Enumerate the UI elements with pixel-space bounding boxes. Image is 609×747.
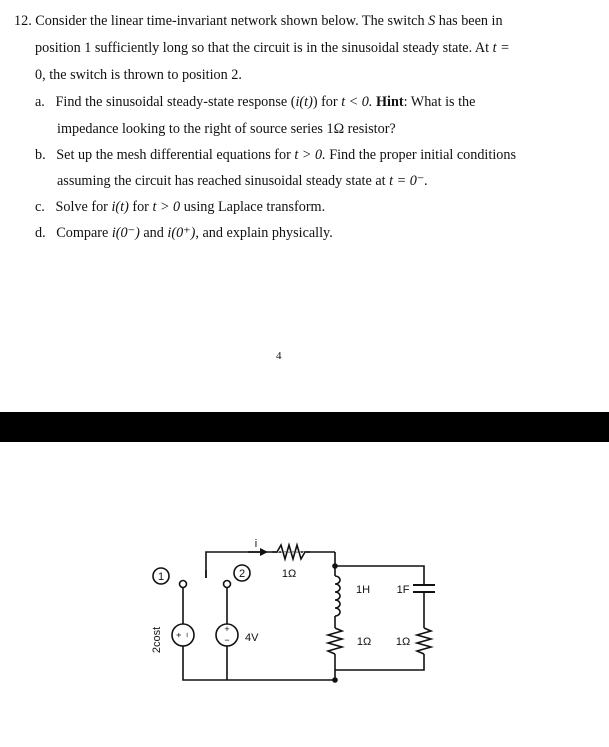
node-bottom <box>332 677 338 683</box>
part-b-line-1: b. Set up the mesh differential equations for t > 0. Find the proper initial conditions <box>35 147 516 163</box>
middle-resistor <box>328 628 342 654</box>
circuit-diagram <box>0 442 609 742</box>
capacitor-label: 1F <box>396 584 410 596</box>
current-label: i <box>254 538 258 550</box>
ac-source-label: 2cost <box>151 626 163 654</box>
hint-label: Hint <box>375 94 404 110</box>
part-label: a. <box>35 94 45 110</box>
switch-symbol: S <box>428 13 436 29</box>
part-label: c. <box>35 199 45 215</box>
problem-number: 12. <box>14 13 32 29</box>
part-b-line-2: assuming the circuit has reached sinusoidal steady state at t = 0⁻. <box>57 173 428 189</box>
inductor-coil <box>335 576 340 616</box>
ac-minus-sign: − <box>182 632 192 638</box>
right-resistor-label: 1Ω <box>395 636 411 648</box>
dc-minus-sign: − <box>224 635 230 645</box>
right-top-wire <box>335 552 424 578</box>
part-label: d. <box>35 225 46 241</box>
top-wire <box>206 552 335 578</box>
inductor-label: 1H <box>355 584 371 596</box>
part-a-line-2: impedance looking to the right of source series 1Ω resistor? <box>57 121 396 137</box>
series-resistor-label: 1Ω <box>281 568 297 580</box>
part-a-line-1: a. Find the sinusoidal steady-state response (i(t)) for t < 0. Hint: What is the <box>35 94 476 110</box>
bottom-wire <box>183 646 335 680</box>
part-c-line-1: c. Solve for i(t) for t > 0 using Laplace transform. <box>35 199 326 215</box>
position-1-label: 1 <box>157 571 165 583</box>
right-resistor <box>417 628 431 654</box>
dc-plus-sign: + <box>224 624 230 634</box>
switch-terminal-2 <box>224 581 231 588</box>
circuit-figure <box>0 442 609 742</box>
position-2-label: 2 <box>238 568 246 580</box>
node-top <box>332 563 338 569</box>
part-d-line-1: d. Compare i(0⁻) and i(0⁺), and explain physically. <box>35 225 333 241</box>
problem-line-1: 12. Consider the linear time-invariant network shown below. The switch S has been in <box>14 13 503 29</box>
dc-source-label: 4V <box>245 632 259 644</box>
problem-line-2: position 1 sufficiently long so that the circuit is in the sinusoidal steady state. At t = <box>35 40 510 56</box>
part-label: b. <box>35 147 46 163</box>
ac-plus-sign: + <box>174 632 184 638</box>
current-arrowhead <box>260 548 268 556</box>
middle-resistor-label: 1Ω <box>356 636 372 648</box>
page-number: 4 <box>276 350 282 362</box>
page-separator-band <box>0 412 609 442</box>
switch-terminal-1 <box>180 581 187 588</box>
problem-line-3: 0, the switch is thrown to position 2. <box>35 67 242 83</box>
